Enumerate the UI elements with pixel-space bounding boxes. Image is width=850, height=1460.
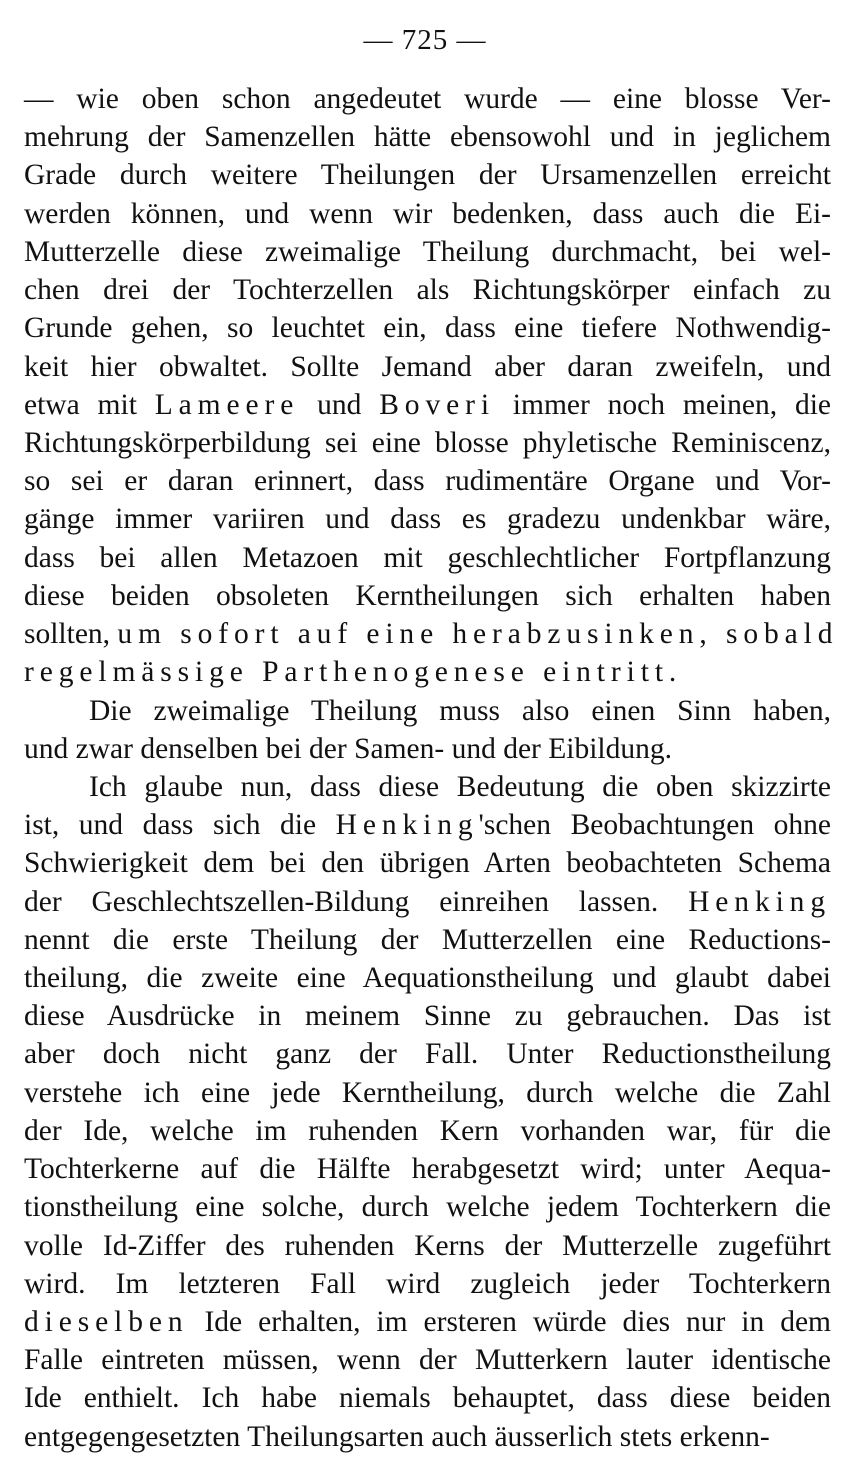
text-run: aber doch nicht ganz der Fall. Unter Reductionstheilung — [24, 1038, 831, 1071]
text-line — [24, 80, 831, 118]
text-run: dass bei allen Metazoen mit geschlechtlicher Fortpflanzung — [24, 541, 831, 574]
text-run: Grade durch weitere Theilungen der Ursamenzellen erreicht — [24, 159, 831, 192]
text-run: — wie oben schon angedeutet wurde — eine blosse Ver- — [24, 83, 831, 115]
text-run: sollten, — [24, 618, 118, 651]
spaced-emphasis: Lameere — [154, 388, 300, 421]
text-run: so sei er daran erinnert, dass rudimentäre Organe und Vor- — [24, 465, 831, 498]
text-run: etwa mit — [24, 388, 155, 421]
text-run: ist, und dass sich die — [24, 809, 336, 842]
text-run: Richtungskörperbildung sei eine blosse phyletische Reminiscenz, — [24, 426, 831, 459]
text-line — [24, 424, 831, 462]
text-run: Ich glaube nun, dass diese Bedeutung die oben skizzirte — [89, 770, 831, 803]
text-line — [24, 959, 831, 997]
text-line — [24, 1112, 831, 1150]
text-run: der Ide, welche im ruhenden Kern vorhanden war, für die — [24, 1114, 831, 1147]
text-run: . — [668, 656, 677, 689]
text-line — [24, 1418, 831, 1456]
text-run: Grunde gehen, so leuchtet ein, dass eine tiefere Nothwendig- — [24, 312, 831, 345]
text-line — [24, 271, 831, 309]
text-line — [24, 1227, 831, 1265]
text-line — [24, 921, 831, 959]
text-line — [24, 1341, 831, 1379]
text-run: Mutterzelle diese zweimalige Theilung durchmacht, bei wel- — [24, 235, 831, 268]
text-line — [24, 1379, 831, 1417]
text-line — [24, 233, 831, 271]
text-line — [24, 500, 831, 538]
spaced-emphasis: Henking — [688, 885, 831, 918]
text-line — [24, 462, 831, 500]
text-line — [24, 615, 839, 653]
text-run: volle Id-Ziffer des ruhenden Kerns der Mutterzelle zugeführt — [24, 1229, 831, 1262]
text-line — [24, 118, 831, 156]
text-line — [24, 653, 831, 691]
text-line — [24, 1150, 831, 1188]
text-line — [24, 1074, 831, 1112]
text-line — [24, 1265, 831, 1303]
text-line — [24, 386, 831, 424]
text-line — [24, 883, 831, 921]
text-run: werden können, und wenn wir bedenken, dass auch die Ei- — [24, 197, 831, 230]
text-line — [24, 1188, 831, 1226]
text-run: nennt die erste Theilung der Mutterzellen eine Reductions- — [24, 923, 831, 956]
spaced-emphasis: regelmässige Parthenogenese eintritt — [24, 656, 669, 689]
text-line — [24, 156, 831, 194]
text-line — [24, 309, 831, 347]
text-run: diese Ausdrücke in meinem Sinne zu gebrauchen. Das ist — [24, 1000, 831, 1033]
text-line — [24, 348, 831, 386]
text-run: mehrung der Samenzellen hätte ebensowohl und in jeglichem — [24, 121, 831, 154]
text-run: diese beiden obsoleten Kerntheilungen sich erhalten haben — [24, 579, 831, 612]
text-run: gänge immer variiren und dass es gradezu undenkbar wäre, — [24, 503, 831, 536]
text-run: wird. Im letzteren Fall wird zugleich jeder Tochterkern — [24, 1267, 831, 1300]
text-line — [24, 730, 831, 768]
text-run: immer noch meinen, die — [494, 388, 832, 421]
text-run: verstehe ich eine jede Kerntheilung, durch welche die Zahl — [24, 1076, 831, 1109]
text-run: Ide enthielt. Ich habe niemals behauptet, dass diese beiden — [24, 1382, 831, 1415]
text-run: Schwierigkeit dem bei den übrigen Arten beobachteten Schema — [24, 847, 831, 880]
text-line — [24, 844, 831, 882]
text-line — [24, 539, 831, 577]
text-run: der Geschlechtszellen-Bildung einreihen lassen. — [24, 885, 689, 918]
text-run: Ide erhalten, im ersteren würde dies nur in dem — [188, 1306, 831, 1338]
text-line — [24, 577, 831, 615]
page-number: — 725 — — [363, 24, 487, 56]
spaced-emphasis: um sofort auf eine herabzusinken, sobald — [117, 618, 839, 651]
body-text — [24, 80, 839, 1456]
text-run: und zwar denselben bei der Samen- und der Eibildung. — [24, 732, 672, 765]
text-run: chen drei der Tochterzellen als Richtungskörper einfach zu — [24, 274, 831, 307]
text-line — [24, 1303, 831, 1341]
text-line — [24, 997, 831, 1035]
text-run: 'schen Beobachtungen ohne — [478, 809, 831, 842]
text-line — [24, 1035, 831, 1073]
text-run: Falle eintreten müssen, wenn der Mutterkern lauter identische — [24, 1344, 831, 1377]
spaced-emphasis: dieselben — [24, 1306, 189, 1338]
spaced-emphasis: Henking — [335, 809, 479, 842]
text-line — [24, 195, 831, 233]
spaced-emphasis: Boveri — [379, 388, 495, 421]
text-run: Tochterkerne auf die Hälfte herabgesetzt wird; unter Aequa- — [24, 1153, 831, 1186]
text-run: Die zweimalige Theilung muss also einen Sinn haben, — [89, 694, 831, 727]
text-run: entgegengesetzten Theilungsarten auch äusserlich stets erkenn- — [24, 1420, 770, 1453]
text-line — [24, 692, 831, 730]
text-run: tionstheilung eine solche, durch welche jedem Tochterkern die — [24, 1191, 831, 1224]
text-run: und — [299, 388, 380, 421]
text-line — [24, 806, 831, 844]
text-line — [24, 768, 831, 806]
text-run: keit hier obwaltet. Sollte Jemand aber daran zweifeln, und — [24, 350, 831, 383]
text-run: theilung, die zweite eine Aequationstheilung und glaubt dabei — [24, 962, 831, 995]
